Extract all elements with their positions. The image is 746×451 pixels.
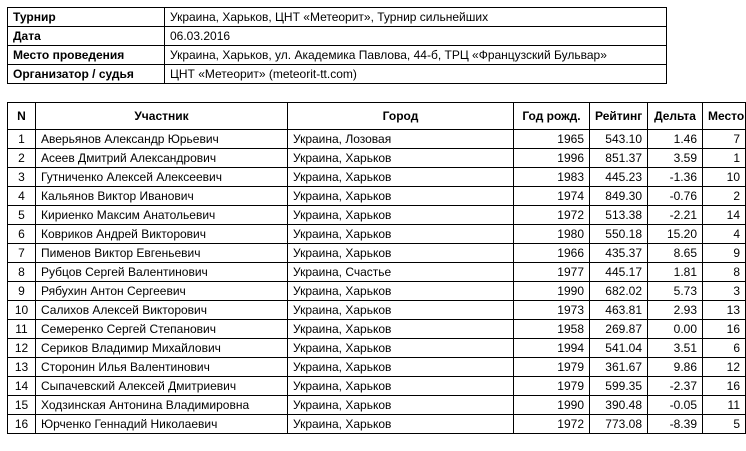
table-row bbox=[8, 339, 746, 358]
cell-rating: 445.23 bbox=[590, 168, 648, 187]
cell-delta: -8.39 bbox=[648, 415, 703, 434]
cell-number: 12 bbox=[8, 339, 36, 358]
table-row bbox=[8, 263, 746, 282]
info-row-organizer bbox=[8, 65, 667, 84]
cell-number: 3 bbox=[8, 168, 36, 187]
cell-birth-year: 1983 bbox=[514, 168, 590, 187]
cell-number: 5 bbox=[8, 206, 36, 225]
table-row bbox=[8, 415, 746, 434]
col-header-birth-year: Год рожд. bbox=[514, 103, 590, 130]
cell-birth-year: 1994 bbox=[514, 339, 590, 358]
cell-city: Украина, Харьков bbox=[288, 244, 514, 263]
cell-participant: Сторонин Илья Валентинович bbox=[36, 358, 288, 377]
cell-participant: Асеев Дмитрий Александрович bbox=[36, 149, 288, 168]
cell-participant: Сыпачевский Алексей Дмитриевич bbox=[36, 377, 288, 396]
cell-birth-year: 1980 bbox=[514, 225, 590, 244]
cell-number: 8 bbox=[8, 263, 36, 282]
cell-rating: 550.18 bbox=[590, 225, 648, 244]
cell-city: Украина, Счастье bbox=[288, 263, 514, 282]
cell-delta: 2.93 bbox=[648, 301, 703, 320]
col-header-delta: Дельта bbox=[648, 103, 703, 130]
cell-number: 11 bbox=[8, 320, 36, 339]
cell-birth-year: 1990 bbox=[514, 282, 590, 301]
cell-place: 2 bbox=[703, 187, 746, 206]
col-header-place: Место bbox=[703, 103, 746, 130]
cell-delta: 9.86 bbox=[648, 358, 703, 377]
cell-city: Украина, Харьков bbox=[288, 396, 514, 415]
info-label: Турнир bbox=[8, 8, 165, 27]
cell-number: 2 bbox=[8, 149, 36, 168]
info-value: 06.03.2016 bbox=[165, 27, 667, 46]
cell-city: Украина, Харьков bbox=[288, 187, 514, 206]
cell-rating: 390.48 bbox=[590, 396, 648, 415]
cell-number: 6 bbox=[8, 225, 36, 244]
cell-birth-year: 1965 bbox=[514, 130, 590, 149]
cell-birth-year: 1966 bbox=[514, 244, 590, 263]
table-row bbox=[8, 377, 746, 396]
cell-participant: Салихов Алексей Викторович bbox=[36, 301, 288, 320]
cell-rating: 463.81 bbox=[590, 301, 648, 320]
cell-delta: 1.81 bbox=[648, 263, 703, 282]
cell-city: Украина, Харьков bbox=[288, 358, 514, 377]
cell-participant: Пименов Виктор Евгеньевич bbox=[36, 244, 288, 263]
cell-delta: 15.20 bbox=[648, 225, 703, 244]
cell-participant: Ходзинская Антонина Владимировна bbox=[36, 396, 288, 415]
col-header-participant: Участник bbox=[36, 103, 288, 130]
cell-rating: 773.08 bbox=[590, 415, 648, 434]
table-row bbox=[8, 301, 746, 320]
cell-delta: -0.05 bbox=[648, 396, 703, 415]
cell-delta: -2.21 bbox=[648, 206, 703, 225]
cell-birth-year: 1974 bbox=[514, 187, 590, 206]
cell-place: 11 bbox=[703, 396, 746, 415]
cell-place: 14 bbox=[703, 206, 746, 225]
cell-number: 9 bbox=[8, 282, 36, 301]
cell-participant: Кальянов Виктор Иванович bbox=[36, 187, 288, 206]
info-row-tournament bbox=[8, 8, 667, 27]
cell-delta: 1.46 bbox=[648, 130, 703, 149]
info-label: Организатор / судья bbox=[8, 65, 165, 84]
cell-rating: 541.04 bbox=[590, 339, 648, 358]
cell-participant: Рубцов Сергей Валентинович bbox=[36, 263, 288, 282]
cell-place: 16 bbox=[703, 320, 746, 339]
info-value: ЦНТ «Метеорит» (meteorit-tt.com) bbox=[165, 65, 667, 84]
cell-participant: Сериков Владимир Михайлович bbox=[36, 339, 288, 358]
cell-rating: 599.35 bbox=[590, 377, 648, 396]
cell-place: 4 bbox=[703, 225, 746, 244]
cell-place: 10 bbox=[703, 168, 746, 187]
info-row-date bbox=[8, 27, 667, 46]
cell-birth-year: 1972 bbox=[514, 206, 590, 225]
info-value: Украина, Харьков, ЦНТ «Метеорит», Турнир сильнейших bbox=[165, 8, 667, 27]
cell-place: 1 bbox=[703, 149, 746, 168]
cell-participant: Ковриков Андрей Викторович bbox=[36, 225, 288, 244]
cell-birth-year: 1990 bbox=[514, 396, 590, 415]
cell-place: 5 bbox=[703, 415, 746, 434]
cell-birth-year: 1972 bbox=[514, 415, 590, 434]
info-label: Место проведения bbox=[8, 46, 165, 65]
cell-rating: 269.87 bbox=[590, 320, 648, 339]
cell-city: Украина, Харьков bbox=[288, 377, 514, 396]
cell-number: 14 bbox=[8, 377, 36, 396]
cell-city: Украина, Харьков bbox=[288, 339, 514, 358]
results-header-row bbox=[8, 103, 746, 130]
cell-birth-year: 1996 bbox=[514, 149, 590, 168]
cell-participant: Рябухин Антон Сергеевич bbox=[36, 282, 288, 301]
cell-participant: Семеренко Сергей Степанович bbox=[36, 320, 288, 339]
cell-city: Украина, Харьков bbox=[288, 282, 514, 301]
cell-birth-year: 1958 bbox=[514, 320, 590, 339]
cell-place: 7 bbox=[703, 130, 746, 149]
cell-number: 10 bbox=[8, 301, 36, 320]
cell-number: 13 bbox=[8, 358, 36, 377]
table-row bbox=[8, 149, 746, 168]
cell-place: 6 bbox=[703, 339, 746, 358]
cell-city: Украина, Харьков bbox=[288, 206, 514, 225]
cell-number: 15 bbox=[8, 396, 36, 415]
cell-city: Украина, Харьков bbox=[288, 415, 514, 434]
cell-city: Украина, Харьков bbox=[288, 149, 514, 168]
info-row-venue bbox=[8, 46, 667, 65]
table-row bbox=[8, 168, 746, 187]
table-row bbox=[8, 130, 746, 149]
col-header-city: Город bbox=[288, 103, 514, 130]
col-header-number: N bbox=[8, 103, 36, 130]
col-header-rating: Рейтинг bbox=[590, 103, 648, 130]
results-body bbox=[8, 130, 746, 434]
cell-delta: 5.73 bbox=[648, 282, 703, 301]
cell-rating: 849.30 bbox=[590, 187, 648, 206]
cell-rating: 851.37 bbox=[590, 149, 648, 168]
cell-delta: 3.51 bbox=[648, 339, 703, 358]
cell-delta: -2.37 bbox=[648, 377, 703, 396]
cell-delta: 0.00 bbox=[648, 320, 703, 339]
results-table bbox=[7, 102, 746, 434]
cell-city: Украина, Харьков bbox=[288, 225, 514, 244]
cell-rating: 361.67 bbox=[590, 358, 648, 377]
cell-city: Украина, Лозовая bbox=[288, 130, 514, 149]
cell-place: 8 bbox=[703, 263, 746, 282]
cell-delta: -1.36 bbox=[648, 168, 703, 187]
cell-birth-year: 1979 bbox=[514, 377, 590, 396]
cell-birth-year: 1973 bbox=[514, 301, 590, 320]
cell-place: 16 bbox=[703, 377, 746, 396]
table-row bbox=[8, 320, 746, 339]
cell-participant: Кириенко Максим Анатольевич bbox=[36, 206, 288, 225]
cell-city: Украина, Харьков bbox=[288, 301, 514, 320]
cell-rating: 682.02 bbox=[590, 282, 648, 301]
cell-rating: 543.10 bbox=[590, 130, 648, 149]
info-label: Дата bbox=[8, 27, 165, 46]
table-row bbox=[8, 396, 746, 415]
cell-city: Украина, Харьков bbox=[288, 168, 514, 187]
cell-birth-year: 1979 bbox=[514, 358, 590, 377]
cell-place: 13 bbox=[703, 301, 746, 320]
cell-number: 16 bbox=[8, 415, 36, 434]
table-row bbox=[8, 187, 746, 206]
cell-rating: 445.17 bbox=[590, 263, 648, 282]
table-row bbox=[8, 358, 746, 377]
cell-participant: Аверьянов Александр Юрьевич bbox=[36, 130, 288, 149]
cell-place: 3 bbox=[703, 282, 746, 301]
table-row bbox=[8, 225, 746, 244]
cell-number: 1 bbox=[8, 130, 36, 149]
cell-place: 12 bbox=[703, 358, 746, 377]
tournament-info-table bbox=[7, 7, 667, 84]
cell-delta: 3.59 bbox=[648, 149, 703, 168]
cell-number: 7 bbox=[8, 244, 36, 263]
cell-number: 4 bbox=[8, 187, 36, 206]
cell-participant: Гутниченко Алексей Алексеевич bbox=[36, 168, 288, 187]
info-value: Украина, Харьков, ул. Академика Павлова, 44-б, ТРЦ «Французский Бульвар» bbox=[165, 46, 667, 65]
cell-city: Украина, Харьков bbox=[288, 320, 514, 339]
cell-rating: 435.37 bbox=[590, 244, 648, 263]
cell-delta: -0.76 bbox=[648, 187, 703, 206]
cell-delta: 8.65 bbox=[648, 244, 703, 263]
cell-place: 9 bbox=[703, 244, 746, 263]
cell-birth-year: 1977 bbox=[514, 263, 590, 282]
cell-rating: 513.38 bbox=[590, 206, 648, 225]
table-row bbox=[8, 282, 746, 301]
table-row bbox=[8, 244, 746, 263]
cell-participant: Юрченко Геннадий Николаевич bbox=[36, 415, 288, 434]
table-row bbox=[8, 206, 746, 225]
